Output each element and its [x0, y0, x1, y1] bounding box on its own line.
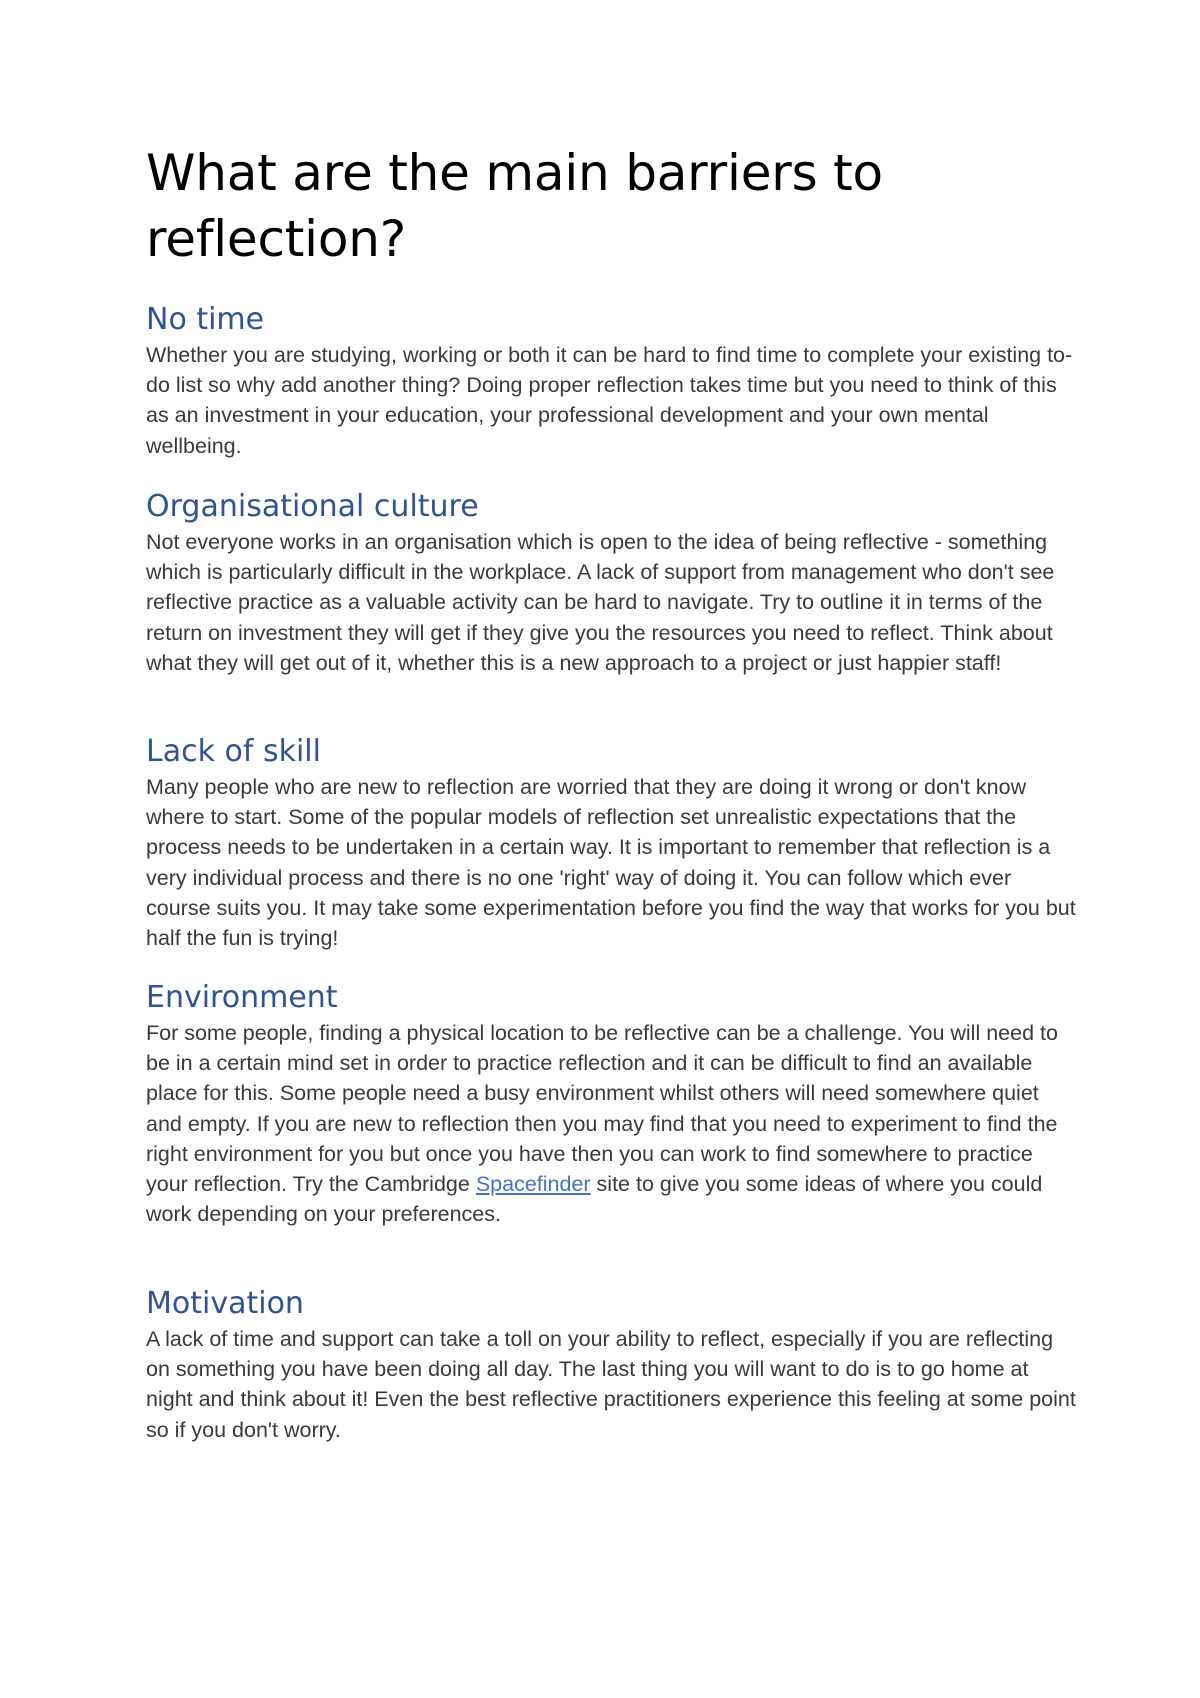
- section-body: Whether you are studying, working or both it can be hard to find time to complete your existing to-do list so why add another thing? Doing proper reflection takes time but you need to think of this as an investment in your education, your professional development and your own mental wellbeing.: [146, 343, 1073, 458]
- section-heading: No time: [146, 302, 265, 337]
- section-body: [146, 1018, 1076, 1229]
- section-heading: Environment: [146, 980, 338, 1015]
- section-heading: Organisational culture: [146, 489, 479, 524]
- section-heading: Lack of skill: [146, 734, 321, 769]
- section-organisational-culture: [146, 487, 1076, 678]
- body-text-before-link: For some people, finding a physical location to be reflective can be a challenge. You will need to be in a certain mind set in order to practice reflection and it can be difficult to find an available place for this. Some people need a busy environment whilst others will need somewhere quiet and empty. If you are new to reflection then you may find that you need to experiment to find the right environment for you but once you have then you can work to find somewhere to practice your reflection. Try the Cambridge: [146, 1021, 1058, 1197]
- spacefinder-link[interactable]: Spacefinder: [475, 1172, 591, 1197]
- section-lack-of-skill: [146, 732, 1076, 953]
- body-text-after-link: site to give you some ideas of where you could work depending on your preferences.: [146, 1172, 1043, 1227]
- section-heading: Motivation: [146, 1286, 304, 1321]
- section-body: Many people who are new to reflection are worried that they are doing it wrong or don't know where to start. Some of the popular models of reflection set unrealistic expectations that the process needs to be undertaken in a certain way. It is important to remember that reflection is a very individual process and there is no one 'right' way of doing it. You can follow which ever course suits you. It may take some experimentation before you find the way that works for you but half the fun is trying!: [146, 775, 1076, 951]
- section-body: A lack of time and support can take a toll on your ability to reflect, especially if you are reflecting on something you have been doing all day. The last thing you will want to do is to go home at night and think about it! Even the best reflective practitioners experience this feeling at some point so if you don't worry.: [146, 1327, 1076, 1442]
- page-title: What are the main barriers to reflection?: [146, 144, 883, 268]
- section-body: Not everyone works in an organisation which is open to the idea of being reflective - something which is particularly difficult in the workplace. A lack of support from management who don't see reflective practice as a valuable activity can be hard to navigate. Try to outline it in terms of the return on investment they will get if they give you the resources you need to reflect. Think about what they will get out of it, whether this is a new approach to a project or just happier staff!: [146, 530, 1055, 675]
- section-motivation: [146, 1284, 1076, 1445]
- document-page: [146, 140, 1076, 1442]
- section-no-time: [146, 300, 1076, 461]
- section-environment: [146, 978, 1076, 1229]
